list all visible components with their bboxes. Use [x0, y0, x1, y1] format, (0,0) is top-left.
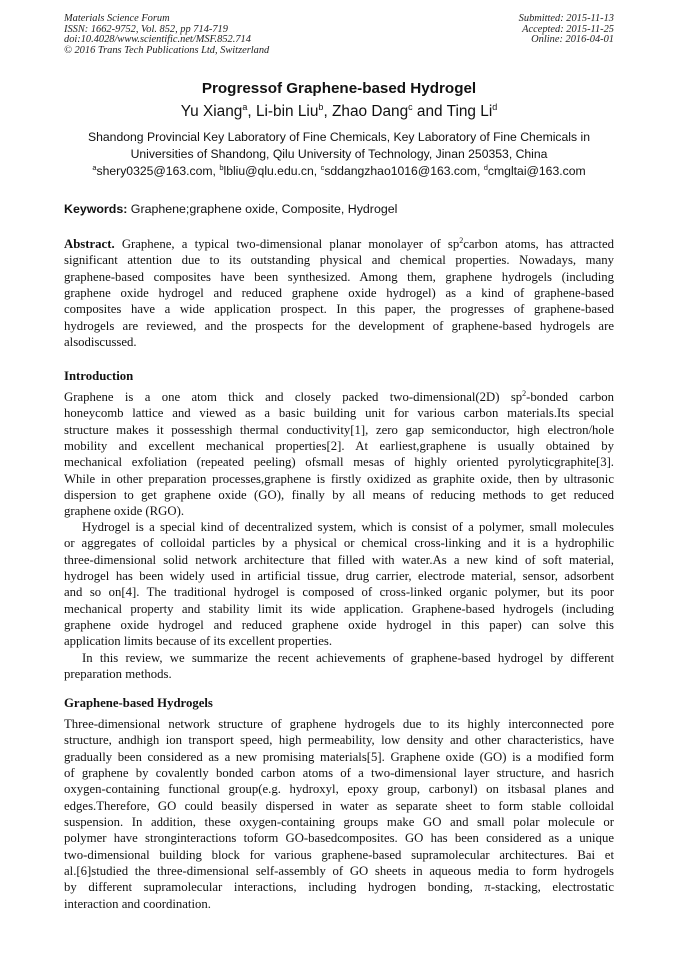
date-online: Online: 2016-04-01 [531, 34, 614, 46]
section-heading: Graphene-based Hydrogels [64, 696, 213, 710]
author-affiliation-mark: b [318, 101, 324, 112]
text-line: structure, andhigh ion transport speed, high permeability, low density and other characteristics, have [64, 733, 614, 748]
affiliation-line: Universities of Shandong, Qilu University of Technology, Jinan 250353, China [130, 147, 548, 161]
text-line: graphene oxide hydrogel and reduced graphene oxide hydrogel in this paper) can solve this [64, 618, 614, 633]
introduction-paragraph [64, 389, 614, 520]
introduction-paragraph [64, 519, 614, 650]
text-line: application limits because of its excellent properties. [64, 634, 333, 649]
text-line: hydrogel has been widely used in artificial tissue, drug carrier, electrode material, sensor, adsorbent [64, 569, 614, 584]
journal-copyright: © 2016 Trans Tech Publications Ltd, Switzerland [64, 44, 270, 56]
author-affiliation-mark: a [242, 101, 248, 112]
text-line: Abstract. Graphene, a typical two-dimensional planar monolayer of $sp^2carbon$ atoms, has attracted [64, 235, 614, 251]
text-line: interaction and coordination. [64, 896, 211, 911]
text-line: graphene oxide hydrogel and reduced graphene oxide hydrogel) as a kind of graphene-based [64, 286, 614, 301]
text-line: While in other preparation processes,graphene is firstly oxidized as graphite oxide, then by ultrasonic [64, 471, 614, 486]
email-mark: d [483, 162, 488, 172]
author-name: Zhao Dang [332, 103, 409, 120]
email-address: shery0325@163.com [96, 164, 213, 178]
text-line: alsodiscussed. [64, 335, 137, 350]
text-line: edges.Therefore, GO could beasily dispersed in water as separate sheet to form stable colloidal [64, 798, 614, 813]
text-line: dispersion to get graphene oxide (GO), finally by all means of reducing methods to get reduced [64, 488, 614, 503]
abstract-label: Abstract. [64, 237, 115, 251]
date-accepted: Accepted: 2015-11-25 [522, 23, 614, 35]
email-mark: b [219, 162, 224, 172]
author-name: Ting Li [446, 103, 493, 120]
journal-issn: ISSN: 1662-9752, Vol. 852, pp 714-719 [64, 23, 228, 35]
text-line: al.[6]studied the three-dimensional self-assembly of GO sheets in aqueous media to form hydrogels [64, 864, 614, 879]
text-line: Graphene is a one atom thick and closely packed two-dimensional(2D) $sp^2$-bonded carbon [64, 388, 614, 404]
text-line: polymer have stronginteractions toform GO-basedcomposites. GO has been considered as a unique [64, 831, 614, 846]
publication-dates [519, 14, 614, 46]
paper-title: Progressof Graphene-based Hydrogel [201, 80, 477, 97]
abstract [64, 236, 614, 350]
keywords-label: Keywords: [64, 202, 128, 216]
text-line: two-dimensional building block for various graphene-based supramolecular architectures. Bai et [64, 847, 614, 862]
keywords-text: Graphene;graphene oxide, Composite, Hydrogel [127, 202, 398, 216]
text-line: mechanical exfoliation (repeated peeling) ofsmall mesas of highly oriented pyrolyticgraphite[3]. [64, 455, 614, 470]
date-submitted: Submitted: 2015-11-13 [518, 13, 614, 24]
text-line: graphene oxide (RGO). [64, 504, 185, 519]
text-line: hydrogels are reviewed, and the prospects for the development of graphene-based hydrogels are [64, 318, 614, 333]
text-line: oxygen-containing functional group(e.g. hydroxyl, epoxy group, carbonyl) on itsbasal planes and [64, 782, 614, 797]
text-line: Three-dimensional network structure of graphene hydrogels due to its highly interconnected pore [64, 717, 614, 731]
author-affiliation-mark: c [408, 101, 413, 112]
text-line: honeycomb lattice and viewed as a basic building unit for various carbon materials.Its special [64, 406, 614, 421]
text-line: mechanical property and stability limit its wide application. Graphene-based hydrogels (including [64, 601, 614, 616]
text-line: preparation methods. [64, 667, 172, 682]
author-name: Yu Xiang [180, 103, 243, 120]
text-line: suspension. In addition, these oxygen-containing groups make GO and small polar molecule or [64, 815, 614, 830]
text-line: mobility and excellent mechanical properties[2]. At earliest,graphene is usually obtained by [64, 439, 614, 454]
email-list: $^a$shery0325@163.com, $^b$lbliu@qlu.edu.cn, $^c$sddangzhao1016@163.com, $^d$cmgltai@163.com [92, 162, 586, 178]
email-mark: c [320, 162, 325, 172]
text-line: structure makes it possesshigh thermal conductivity[1], zero gap semiconductor, high electron/hole [64, 422, 614, 437]
email-mark: a [92, 162, 97, 172]
section-paragraph [64, 716, 614, 912]
email-address: cmgltai@163.com [487, 164, 586, 178]
text-line: gradually been considered as a new promising materials[5]. Graphene oxide (GO) is a modified form [64, 749, 614, 764]
text-line: by different supramolecular interactions, including hydrogen bonding, π-stacking, electrostatic [64, 880, 614, 895]
text-line: composites have a wide application prospect. In this paper, the progresses of graphene-based [64, 302, 614, 317]
text-line: In this review, we summarize the recent achievements of graphene-based hydrogel by different [82, 651, 614, 665]
journal-doi: doi:10.4028/www.scientific.net/MSF.852.714 [64, 34, 251, 46]
text-line: significant attention due to its outstanding physical and chemical properties. Nowadays, many [64, 253, 614, 268]
keywords [64, 202, 614, 216]
text-line: three-dimensional solid network architecture that filled with water.As a new kind of soft material, [64, 552, 614, 567]
introduction-heading: Introduction [64, 369, 134, 383]
text-line: or aggregates of colloidal particles by a physical or chemical cross-linking and it is a hydrophilic [64, 536, 614, 551]
text-line: of graphene by covalently bonded carbon atoms of a two-dimensional layer structure, and hasrich [64, 766, 614, 781]
text-line: graphene-based composites have been synthesized. Among them, graphene hydrogels (including [64, 269, 614, 284]
journal-info [64, 14, 269, 56]
author-list: Yu Xiang$^a$, Li-bin Liu$^b$, Zhao Dang$^c$ and Ting Li$^d$ [180, 101, 498, 120]
email-address: sddangzhao1016@163.com [324, 164, 477, 178]
affiliation [64, 129, 614, 163]
text-line: Hydrogel is a special kind of decentralized system, which is consist of a polymer, small molecules [82, 520, 614, 534]
introduction-paragraph [64, 650, 614, 683]
author-name: Li-bin Liu [255, 103, 319, 120]
text-line: and so on[4]. The traditional hydrogel is composed of cross-linked organic polymer, but its poor [64, 585, 614, 600]
email-address: lbliu@qlu.edu.cn [223, 164, 314, 178]
affiliation-line: Shandong Provincial Key Laboratory of Fine Chemicals, Key Laboratory of Fine Chemicals in [88, 130, 590, 144]
author-affiliation-mark: d [492, 101, 498, 112]
journal-name: Materials Science Forum [64, 13, 170, 24]
